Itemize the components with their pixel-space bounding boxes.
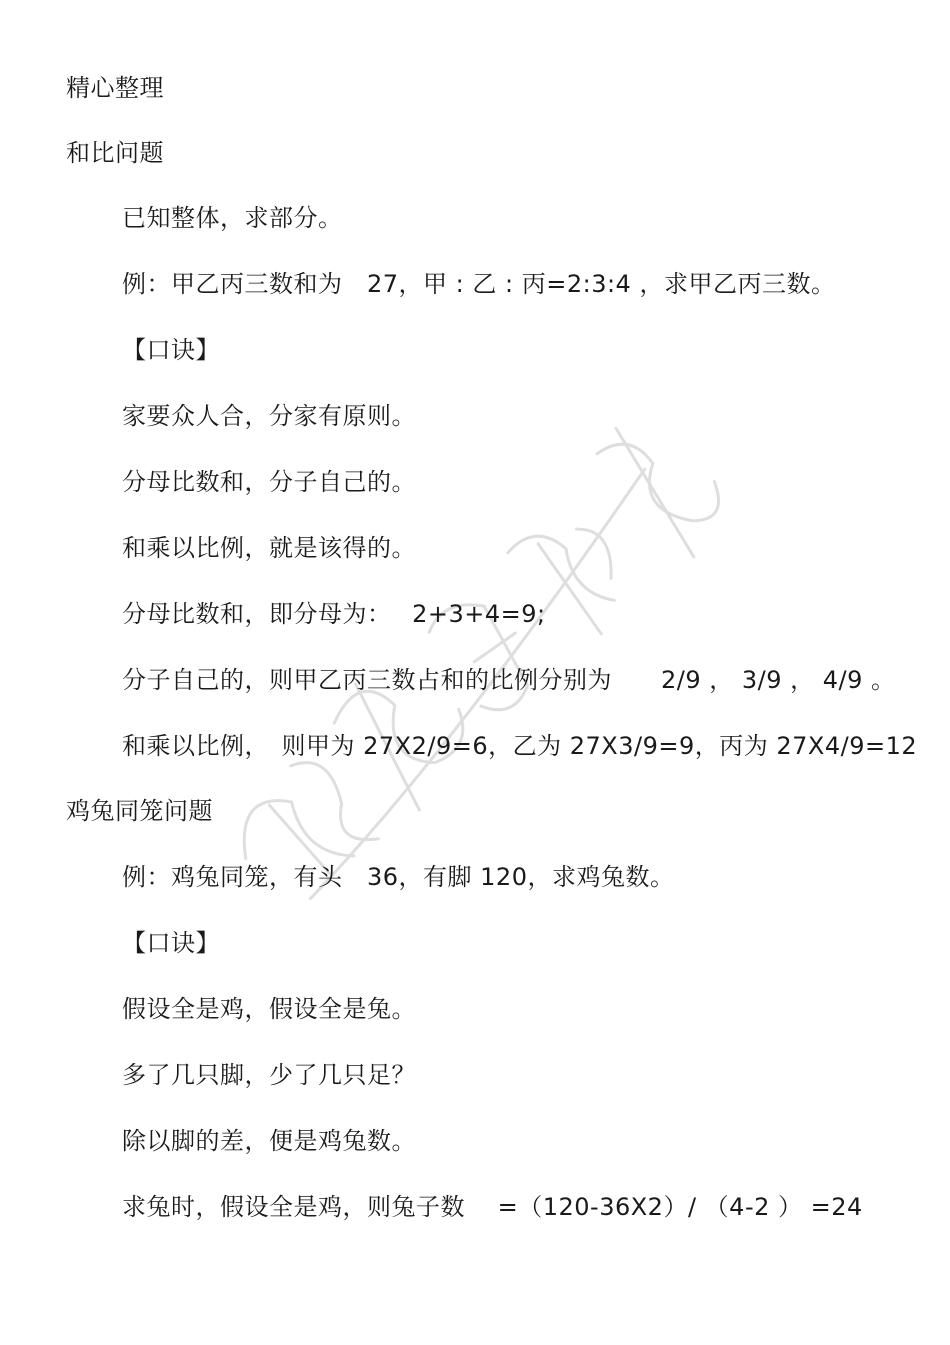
mnemonic-label: 【口诀】 [122,336,220,364]
mnemonic-line: 家要众人合，分家有原则。 [122,402,416,430]
explanation-line: 分子自己的，则甲乙丙三数占和的比例分别为 2/9 ， 3/9 ， 4/9 。 [122,666,896,694]
example-text: 例：甲乙丙三数和为 27，甲 : 乙 : 丙=2:3:4 ，求甲乙丙三数。 [122,270,836,298]
explanation-line: 求兔时，假设全是鸡，则兔子数 =（120-36X2）/ （4-2 ） =24 [122,1193,863,1221]
section-title-chicken-rabbit: 鸡兔同笼问题 [66,797,213,825]
page-header: 精心整理 [66,74,164,102]
section-title-sum-ratio: 和比问题 [66,139,164,167]
mnemonic-line: 除以脚的差，便是鸡兔数。 [122,1127,416,1155]
mnemonic-label: 【口诀】 [122,929,220,957]
example-text: 例：鸡兔同笼，有头 36，有脚 120，求鸡兔数。 [122,863,675,891]
section-intro: 已知整体，求部分。 [122,204,343,232]
explanation-line: 和乘以比例， 则甲为 27X2/9=6，乙为 27X3/9=9，丙为 27X4/9=12 [122,732,918,760]
mnemonic-line: 多了几只脚，少了几只足？ [122,1061,416,1089]
mnemonic-line: 分母比数和，分子自己的。 [122,468,416,496]
mnemonic-line: 假设全是鸡，假设全是兔。 [122,995,416,1023]
explanation-line: 分母比数和，即分母为： 2+3+4=9; [122,600,546,628]
mnemonic-line: 和乘以比例，就是该得的。 [122,534,416,562]
